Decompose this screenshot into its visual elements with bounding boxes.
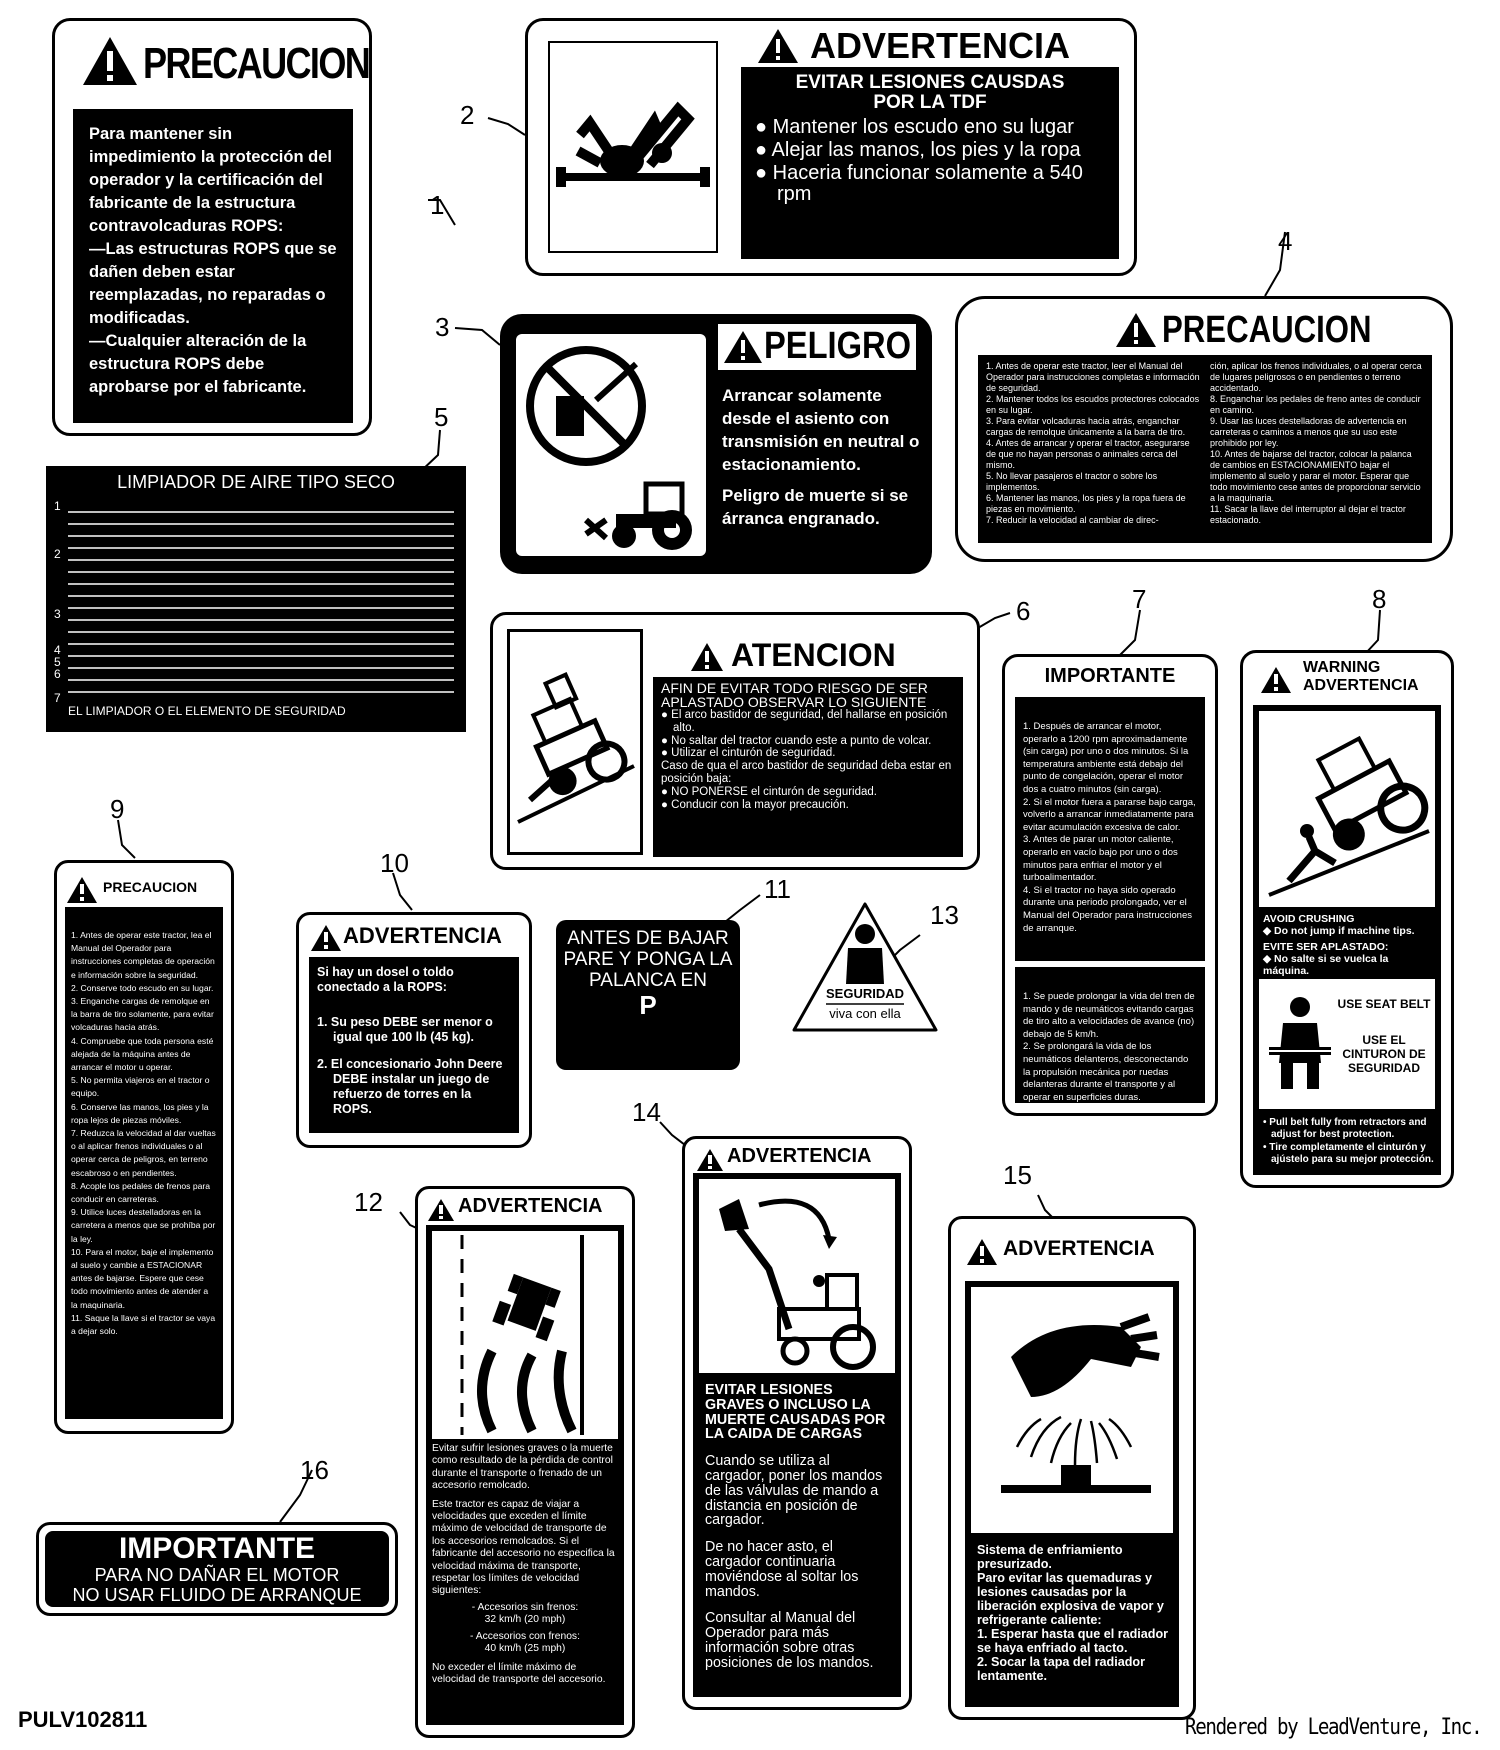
decal-6-title: ATENCION bbox=[731, 637, 896, 673]
callout-7: 7 bbox=[1132, 584, 1147, 614]
warning-triangle-icon bbox=[1259, 665, 1293, 695]
decal-2-head: EVITAR LESIONES CAUSDAS POR LA TDF bbox=[795, 72, 1065, 113]
decal-12-p1: Evitar sufrir lesiones graves o la muerte como resultado de la pérdida de control durante el transporte o frenado de un accesorio remolcado. bbox=[432, 1443, 613, 1492]
callout-5: 5 bbox=[434, 402, 449, 432]
decal-7-panel-2 bbox=[1015, 967, 1205, 1103]
leader-7 bbox=[1120, 610, 1140, 655]
warning-triangle-icon bbox=[756, 27, 800, 65]
decal-12-s1: - Accesorios sin frenos: bbox=[471, 1601, 579, 1613]
warning-triangle-icon bbox=[1114, 311, 1158, 349]
decal-3-pictogram bbox=[516, 334, 706, 556]
decal-5-line-1: 1 bbox=[54, 499, 61, 513]
decal-5-line-5: 5 bbox=[54, 655, 61, 669]
decal-3-peligro bbox=[500, 314, 932, 574]
towed-implement-skid-icon bbox=[432, 1231, 618, 1439]
decal-8-warning bbox=[1240, 650, 1454, 1188]
decal-5-line-6: 6 bbox=[54, 667, 61, 681]
tractor-rollover-icon bbox=[510, 632, 640, 852]
decal-5-line-7: 7 bbox=[54, 691, 61, 705]
warning-triangle-icon bbox=[965, 1237, 999, 1267]
decal-12-s2: - Accesorios con frenos: bbox=[470, 1630, 580, 1642]
decal-15-text: Sistema de enfriamiento presurizado. Paro evitar las quemaduras y lesiones causadas por la liberación explosiva de vapor y refrigerante caliente: 1. Esperar hasta que el radiador se haya enfriado al tacto. 2. Socar la tapa del radiador lentamente. bbox=[977, 1543, 1169, 1683]
decal-2-pictogram bbox=[548, 41, 718, 253]
decal-16-importante bbox=[36, 1522, 398, 1616]
leader-9 bbox=[118, 820, 135, 858]
decal-7-text-1: 1. Después de arrancar el motor, operarlo a 1200 rpm aproximadamente (sin carga) por uno o dos minutos. Si la temperatura ambiente está debajo del punto de congelación, operar el motor dos a cuatro minutos (sin carga). 2. Si el motor fuera a pararse bajo carga, volverlo a arrancar inmediatamente para evitar acumulación excesiva de calor. 3. Antes de parar un motor caliente, operarlo en vacío bajo por uno o dos minutos para enfriar el motor y el turboalimentador. 4. Si el tractor no haya sido operado durante una periodo prolongado, ver el Manual del Operador para instrucciones de arranque. bbox=[1023, 721, 1196, 934]
decal-6-atencion bbox=[490, 612, 980, 870]
decal-8-pictogram-2 bbox=[1259, 979, 1435, 1109]
decal-12-p3: No exceder el límite máximo de velocidad de transporte del accesorio. bbox=[432, 1661, 606, 1685]
decal-6-panel: AFIN DE EVITAR TODO RIESGO DE SER APLASTADO OBSERVAR LO SIGUIENTE ● El arco bastidor de seguridad, del hallarse en posición alto. ● No saltar del tractor cuando este a punto de volcar. ● Utilizar el cinturón de seguridad. Caso de qua el arco bastidor de seguridad deba estar en posición baja: ● NO PONERSE el cinturón de seguridad. ● Conducir con la mayor precaución. bbox=[653, 677, 963, 857]
decal-8-avoid-bullet: Do not jump if machine tips. bbox=[1274, 925, 1415, 937]
callout-3: 3 bbox=[435, 312, 450, 342]
decal-5-line-4: 4 bbox=[54, 643, 61, 657]
decal-14-advertencia bbox=[682, 1136, 912, 1710]
decal-13-sub: viva con ella bbox=[829, 1006, 901, 1021]
decal-10-title: ADVERTENCIA bbox=[343, 923, 502, 948]
decal-12-s1v: 32 km/h (20 mph) bbox=[484, 1614, 566, 1626]
decal-12-pictogram bbox=[432, 1231, 618, 1439]
leader-8 bbox=[1365, 610, 1380, 654]
decal-5-lines bbox=[54, 499, 454, 705]
decal-4-panel bbox=[978, 355, 1432, 543]
decal-12-s2v: 40 km/h (25 mph) bbox=[484, 1643, 566, 1655]
decal-2-panel: EVITAR LESIONES CAUSDAS POR LA TDF ● Mantener los escudo eno su lugar ● Alejar las manos, los pies y la ropa ● Haceria funcionar solamente a 540 rpm bbox=[741, 67, 1119, 259]
decal-9-text: 1. Antes de operar este tractor, lea el Manual del Operador para instrucciones completas de operación e información sobre la seguridad. 2. Conserve todo escudo en su lugar. 3. Enganche cargas de remolque en la barra de tiro solamente, para evitar volcaduras hacia atrás. 4. Compruebe que toda persona esté alejada de la máquina antes de arrancar el motor u operar. 5. No permita viajeros en el tractor o equipo. 6. Conserve las manos, los pies y la ropa lejos de piezas móviles. 7. Reduzca la velocidad al dar vueltas o al aplicar frenos individuales o al operar cerca de peligros, en terreno escabroso o en pendientes. 8. Acople los pedales de frenos para conducir en carreteras. 9. Utilice luces destelladoras en la carretera a menos que se prohíba por la ley. 10. Para el motor, baje el implemento al suelo y cambie a ESTACIONAR antes de bajarse. Espere que cese todo movimiento antes de atender a la maquinaria. 11. Saque la llave si el tractor se vaya a dejar solo. bbox=[71, 930, 216, 1337]
decal-14-p2: De no hacer asto, el cargador continuaria moviéndose al soltar los mandos. bbox=[705, 1539, 859, 1600]
decal-13-seguridad bbox=[790, 900, 940, 1034]
loader-falling-load-icon bbox=[699, 1179, 895, 1373]
decal-16-line-1: PARA NO DAÑAR EL MOTOR bbox=[94, 1565, 340, 1585]
decal-12-advertencia bbox=[415, 1186, 635, 1738]
callout-1: 1 bbox=[430, 190, 445, 220]
decal-2-bullet-2: Alejar las manos, los pies y la ropa bbox=[771, 139, 1081, 161]
decal-15-pictogram bbox=[971, 1287, 1173, 1533]
decal-7-panel-1 bbox=[1015, 697, 1205, 961]
decal-7-title: IMPORTANTE bbox=[1044, 665, 1176, 687]
decal-8-title-2: ADVERTENCIA bbox=[1303, 677, 1419, 694]
leader-14 bbox=[660, 1122, 685, 1145]
decal-14-p1: Cuando se utiliza al cargador, poner los mandos de las válvulas de mando a distancia en posición de cargador. bbox=[705, 1453, 883, 1529]
decal-8-title-1: WARNING bbox=[1303, 659, 1381, 676]
decal-3-header bbox=[718, 324, 916, 370]
decal-1-text: Para mantener sin impedimiento la protección del operador y la certificación del fabricante de la estructura contravolcaduras ROPS: —Las estructuras ROPS que se dañen deben estar reemplazadas, no reparadas o modificadas. —Cualquier alteración de la estructura ROPS debe aprobarse por el fabricante. bbox=[73, 109, 353, 423]
decal-8-avoid: AVOID CRUSHING bbox=[1263, 913, 1355, 925]
warning-triangle-icon bbox=[695, 1147, 725, 1173]
decal-2-title: ADVERTENCIA bbox=[810, 25, 1071, 66]
callout-2: 2 bbox=[460, 100, 475, 130]
figure-id: PULV102811 bbox=[18, 1707, 148, 1732]
decal-10-panel bbox=[309, 957, 519, 1133]
seat-belt-icon bbox=[1265, 993, 1335, 1093]
leader-6 bbox=[978, 613, 1010, 628]
decal-7-text-2: 1. Se puede prolongar la vida del tren de mando y de neumáticos evitando cargas de tiro alto a velocidades de avance (no) debajo de 5 km/h. 2. Se prolongará la vida de los neumáticos delanteros, desconectando la propulsión mecánica por ruedas delanteras durante el transporte y al operar en superficies duras. bbox=[1023, 991, 1195, 1103]
warning-triangle-icon bbox=[722, 329, 764, 365]
decal-12-panel bbox=[426, 1225, 624, 1725]
decal-5-footer: EL LIMPIADOR O EL ELEMENTO DE SEGURIDAD bbox=[68, 704, 346, 718]
decal-7-importante bbox=[1002, 654, 1218, 1116]
tractor-rollover-icon bbox=[1259, 711, 1435, 907]
callout-16: 16 bbox=[300, 1455, 329, 1485]
decal-1-title: PRECAUCION bbox=[143, 39, 370, 88]
decal-6-pictogram bbox=[507, 629, 643, 855]
decal-1-precaucion bbox=[52, 18, 372, 436]
decal-14-title: ADVERTENCIA bbox=[727, 1145, 872, 1167]
decal-3-text-2: Peligro de muerte si se árranca engranado. bbox=[722, 486, 909, 528]
decal-5-line-2: 2 bbox=[54, 547, 61, 561]
decal-9-title: PRECAUCION bbox=[103, 879, 198, 895]
decal-14-pictogram bbox=[699, 1179, 895, 1373]
credit: Rendered by LeadVenture, Inc. bbox=[1185, 1715, 1482, 1740]
callout-6: 6 bbox=[1016, 596, 1031, 626]
decal-9-panel bbox=[65, 907, 223, 1419]
decal-12-title: ADVERTENCIA bbox=[458, 1195, 603, 1217]
callout-11: 11 bbox=[764, 874, 791, 904]
callout-8: 8 bbox=[1372, 584, 1387, 614]
decal-6-b4: NO PONERSE el cinturón de seguridad. bbox=[671, 785, 877, 798]
warning-triangle-icon bbox=[426, 1197, 456, 1223]
decal-6-head: AFIN DE EVITAR TODO RIESGO DE SER APLASTADO OBSERVAR LO SIGUIENTE bbox=[661, 680, 928, 710]
decal-8-panel: AVOID CRUSHING ◆ Do not jump if machine tips. EVITE SER APLASTADO: ◆ No salte si se vuelca la máquina. USE SEAT BELT USE EL CINTURON DE SEGURIDAD • Pull belt fully from retractors and adjust for best protection. • Tire completamente el cinturón y ajústelo para su mejor protección. bbox=[1253, 705, 1441, 1175]
decal-11-antes-de-bajar bbox=[556, 920, 740, 1070]
decal-15-panel bbox=[965, 1281, 1179, 1707]
decal-10-head: Si hay un dosel o toldo conectado a la ROPS: bbox=[317, 965, 454, 994]
callout-4: 4 bbox=[1278, 226, 1293, 256]
decal-11-p: P bbox=[639, 990, 657, 1020]
decal-13-label: SEGURIDAD bbox=[825, 986, 904, 1001]
warning-triangle-icon bbox=[689, 641, 725, 673]
decal-8-evite: EVITE SER APLASTADO: bbox=[1263, 941, 1389, 953]
leader-3 bbox=[455, 328, 500, 345]
decal-12-p2: Este tractor es capaz de viajar a velocidades que exceden el límite máximo de velocidad de transporte de los accesorios remolcados. Si el fabricante del accesorio no especifica la velocidad máxima de transporte, respetar los límites de velocidad siguientes: bbox=[432, 1498, 615, 1597]
decal-15-advertencia bbox=[948, 1216, 1196, 1720]
decal-4-text-right: ción, aplicar los frenos individuales, o al operar cerca de lugares peligrosos o en pendientes o terreno accidentado. 8. Enganchar los pedales de freno antes de conducir en camino. 9. Usar las luces destelladoras de advertencia en carreteras o caminos a menos que su uso este prohibido por ley. 10. Antes de bajarse del tractor, colocar la palanca de cambios en ESTACIONAMIENTO bajar el implemento al suelo y parar el motor. Esperar que todo movimiento cese antes de proporcionar servicio a la maquinaria. 11. Sacar la llave del interruptor al dejar el tractor estacionado. bbox=[1210, 361, 1422, 525]
decal-8-evite-bullet: No salte si se vuelca la máquina. bbox=[1263, 953, 1389, 977]
callout-10: 10 bbox=[380, 848, 409, 878]
decal-3-title: PELIGRO bbox=[764, 325, 912, 367]
decal-6-b5: Conducir con la mayor precaución. bbox=[671, 798, 849, 811]
decal-4-title: PRECAUCION bbox=[1162, 309, 1372, 351]
decal-16-panel bbox=[45, 1531, 389, 1607]
warning-triangle-icon bbox=[309, 923, 343, 953]
decal-5-title: LIMPIADOR DE AIRE TIPO SECO bbox=[117, 472, 395, 492]
decal-4-precaucion bbox=[955, 296, 1453, 562]
hot-radiator-burn-icon bbox=[971, 1287, 1173, 1533]
decal-6-b3: Utilizar el cinturón de seguridad. bbox=[671, 747, 836, 760]
no-start-tractor-icon bbox=[516, 334, 706, 556]
leader-11 bbox=[725, 895, 760, 922]
decal-16-line-2: NO USAR FLUIDO DE ARRANQUE bbox=[72, 1585, 362, 1605]
decal-9-precaucion bbox=[54, 860, 234, 1434]
decal-8-use-2: USE EL CINTURON DE SEGURIDAD bbox=[1342, 1033, 1426, 1075]
decal-3-text-1: Arrancar solamente desde el asiento con transmisión en neutral o estacionamiento. bbox=[722, 386, 920, 474]
warning-triangle-icon bbox=[65, 875, 99, 905]
decal-4-text-left: 1. Antes de operar este tractor, leer el Manual del Operador para instrucciones completas e información de seguridad. 2. Mantener todos los escudos protectores colocados en su lugar. 3. Para evitar volcaduras hacia atrás, enganchar cargas de remolque únicamente a la barra de tiro. 4. Antes de arrancar y operar el tractor, asegurarse de que no hayan personas o animales cerca del mismo. 5. No llevar pasajeros el tractor o sobre los implementos. 6. Mantener las manos, los pies y la ropa fuera de piezas en movimiento. 7. Reducir la velocidad al cambiar de direc- bbox=[986, 361, 1200, 525]
decal-16-title: IMPORTANTE bbox=[118, 1532, 316, 1565]
decal-8-b1: Pull belt fully from retractors and adjust for best protection. bbox=[1269, 1117, 1427, 1140]
decal-2-advertencia bbox=[525, 18, 1137, 276]
warning-triangle-icon bbox=[81, 35, 139, 87]
decal-8-use-1: USE SEAT BELT bbox=[1337, 997, 1431, 1011]
decal-8-pictogram-1 bbox=[1259, 711, 1435, 907]
decal-10-advertencia bbox=[296, 912, 532, 1148]
pto-entanglement-icon bbox=[550, 43, 716, 251]
decal-6-b1: El arco bastidor de seguridad, del hallarse en posición alto. bbox=[671, 709, 948, 734]
callout-14: 14 bbox=[632, 1097, 661, 1127]
callout-9: 9 bbox=[110, 794, 125, 824]
maintenance-log-lines bbox=[54, 500, 454, 700]
decal-10-item-1: 1. Su peso DEBE ser menor o igual que 100 lb (45 kg). bbox=[317, 1015, 493, 1044]
decal-14-head: EVITAR LESIONES GRAVES O INCLUSO LA MUERTE CAUSADAS POR LA CAIDA DE CARGAS bbox=[705, 1382, 886, 1443]
leader-2 bbox=[488, 118, 525, 135]
decal-6-mid: Caso de qua el arco bastidor de seguridad deba estar en posición baja: bbox=[661, 760, 952, 785]
decal-11-text: ANTES DE BAJAR PARE Y PONGA LA PALANCA EN bbox=[563, 928, 733, 991]
callout-12: 12 bbox=[354, 1187, 383, 1217]
decal-6-b2: No saltar del tractor cuando este a punto de volcar. bbox=[671, 734, 932, 747]
decal-8-b2: Tire completamente el cinturón y ajústelo para su mejor protección. bbox=[1269, 1142, 1434, 1165]
decal-10-item-2: 2. El concesionario John Deere DEBE instalar un juego de refuerzo de torres en la ROPS. bbox=[317, 1057, 503, 1116]
decal-5-line-3: 3 bbox=[54, 607, 61, 621]
decal-2-bullet-3: Haceria funcionar solamente a 540 rpm bbox=[772, 162, 1083, 205]
callout-15: 15 bbox=[1003, 1160, 1032, 1190]
decal-5-limpiador bbox=[46, 466, 466, 732]
decal-15-title: ADVERTENCIA bbox=[1003, 1237, 1155, 1260]
decal-14-panel bbox=[693, 1173, 901, 1697]
decal-14-p3: Consultar al Manual del Operador para más información sobre otras posiciones de los mandos. bbox=[705, 1610, 874, 1671]
decal-2-bullet-1: Mantener los escudo eno su lugar bbox=[772, 116, 1074, 138]
callout-13: 13 bbox=[930, 900, 959, 930]
